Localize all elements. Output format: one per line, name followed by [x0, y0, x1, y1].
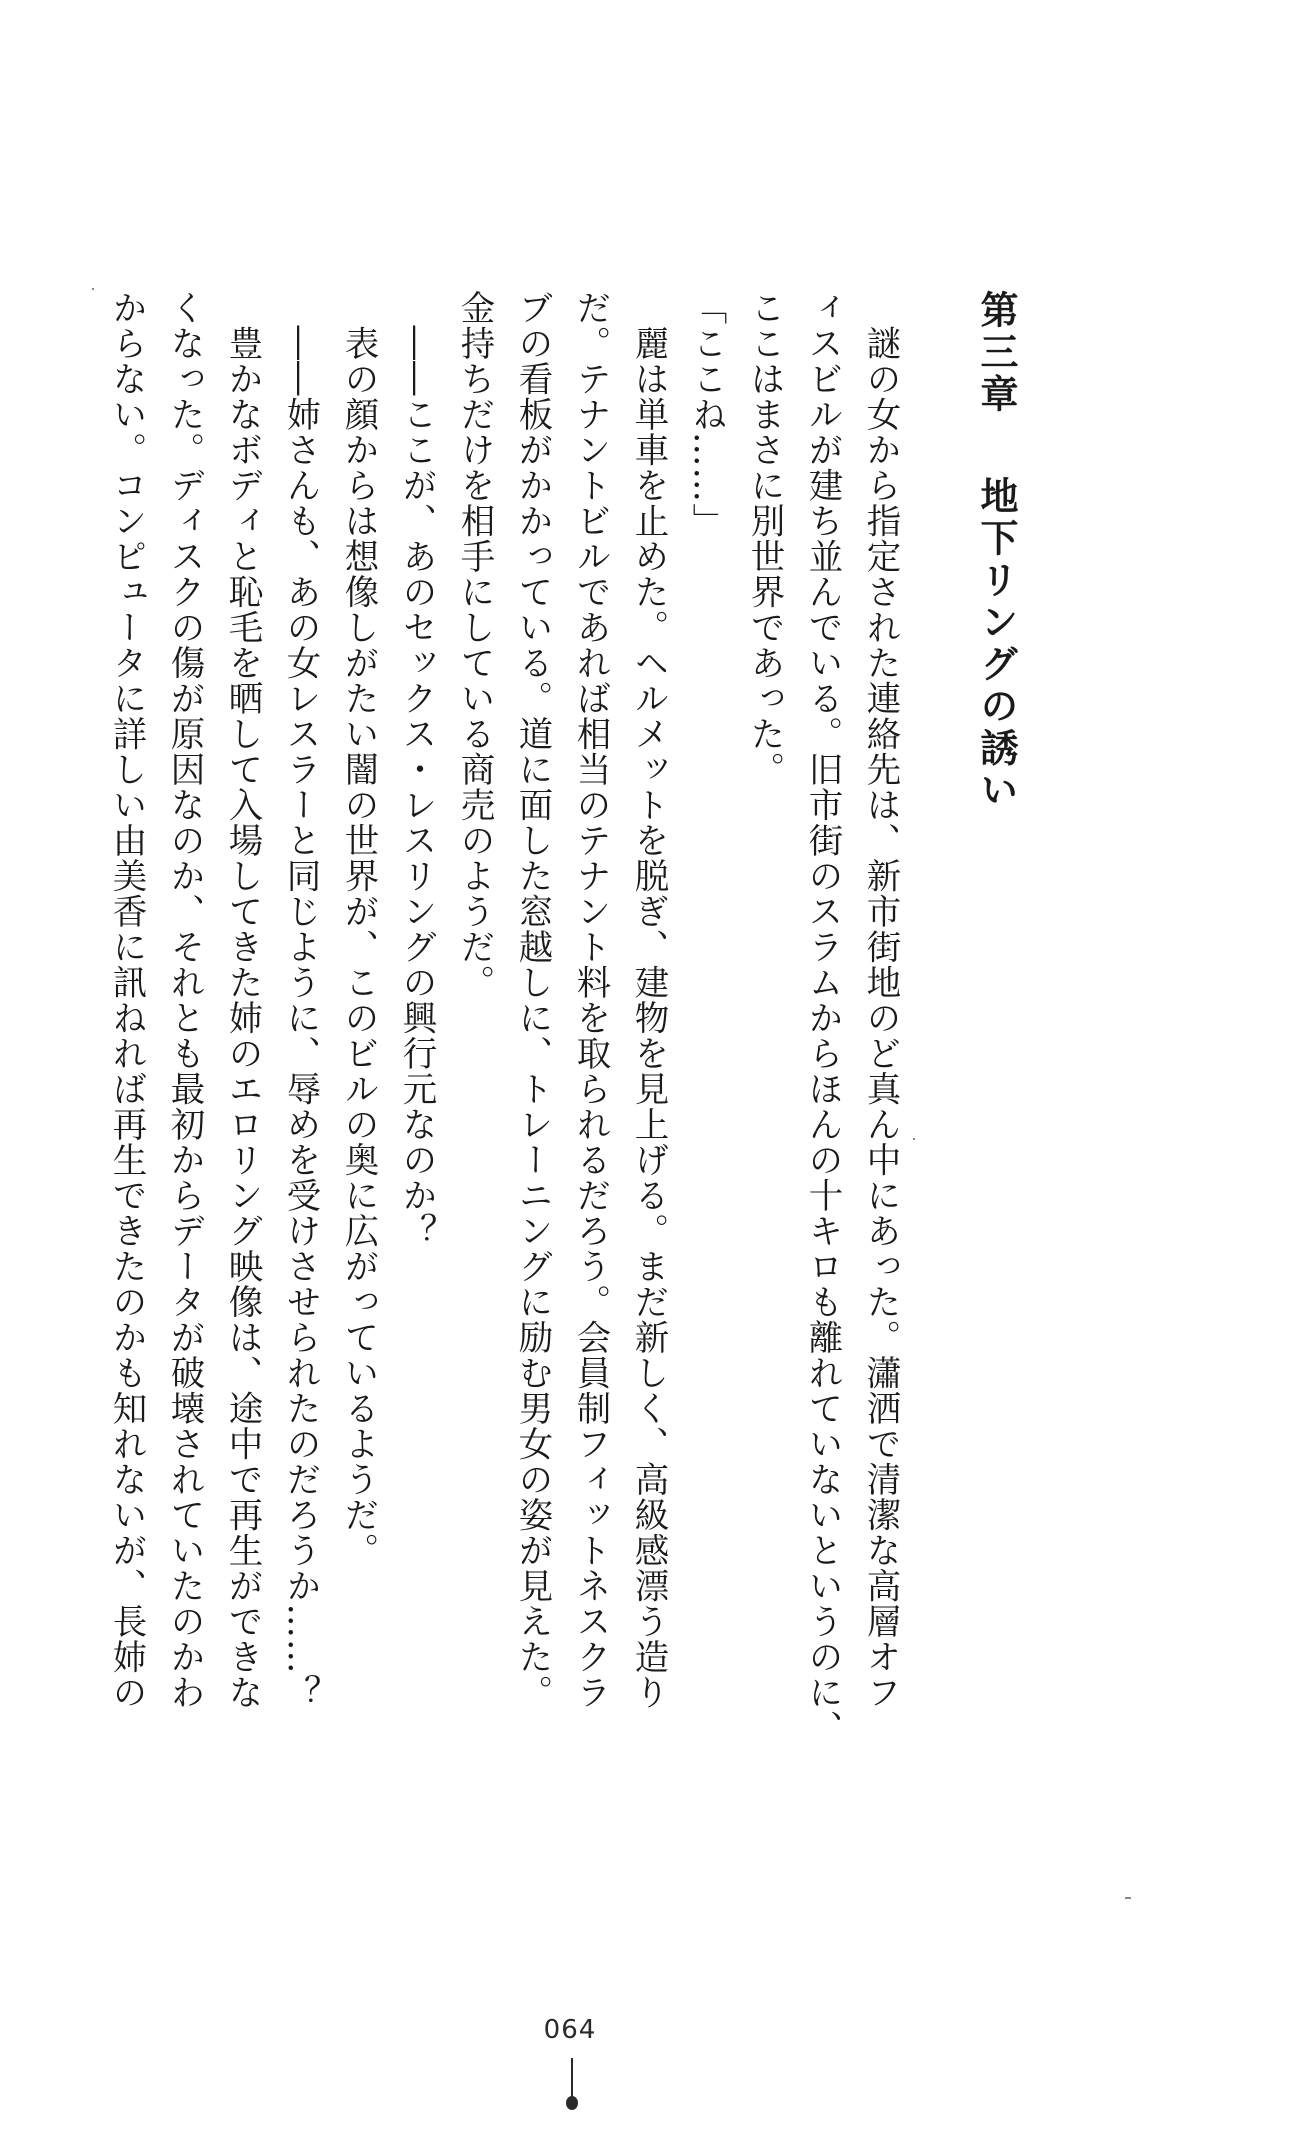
body-line: だ。テナントビルであれば相当のテナント料を取られるだろう。会員制フィットネスクラ [570, 290, 610, 1710]
body-line: ――ここが、あのセックス・レスリングの興行元なのか？ [396, 290, 436, 1249]
body-line: からない。コンピュータに詳しい由美香に訊ねれば再生できたのかも知れないが、長姉の [106, 290, 146, 1710]
chapter-number: 第三章 [974, 290, 1019, 416]
body-line: 豊かなボディと恥毛を晒して入場してきた姉のエロリング映像は、途中で再生ができな [222, 290, 262, 1710]
body-line: くなった。ディスクの傷が原因なのか、それとも最初からデータが破壊されていたのかわ [164, 290, 204, 1710]
scan-speck [92, 288, 94, 290]
bookmark-dot [566, 2096, 578, 2110]
body-line: 謎の女から指定された連絡先は、新市街地のど真ん中にあった。瀟洒で清潔な高層オフ [860, 290, 900, 1710]
body-line: 「ここね……」 [686, 290, 726, 539]
body-line: ィスビルが建ち並んでいる。旧市街のスラムからほんの十キロも離れていないというのに、 [802, 290, 842, 1746]
scan-speck [1125, 1897, 1131, 1899]
scan-speck [913, 1138, 915, 1140]
vertical-text-block [106, 290, 1025, 1746]
chapter-title: 地下リングの誘い [974, 476, 1019, 812]
body-line: 麗は単車を止めた。ヘルメットを脱ぎ、建物を見上げる。まだ新しく、高級感漂う造り [628, 290, 668, 1710]
page-number: 064 [543, 2015, 597, 2045]
body-line: ここはまさに別世界であった。 [744, 290, 784, 787]
body-line: ――姉さんも、あの女レスラーと同じように、辱めを受けさせられたのだろうか……？ [280, 290, 320, 1710]
chapter-heading [967, 290, 1025, 1710]
body-line: 金持ちだけを相手にしている商売のようだ。 [454, 290, 494, 1000]
body-line: 表の顔からは想像しがたい闇の世界が、このビルの奥に広がっているようだ。 [338, 290, 378, 1568]
body-line: ブの看板がかかっている。道に面した窓越しに、トレーニングに励む男女の姿が見えた。 [512, 290, 552, 1710]
